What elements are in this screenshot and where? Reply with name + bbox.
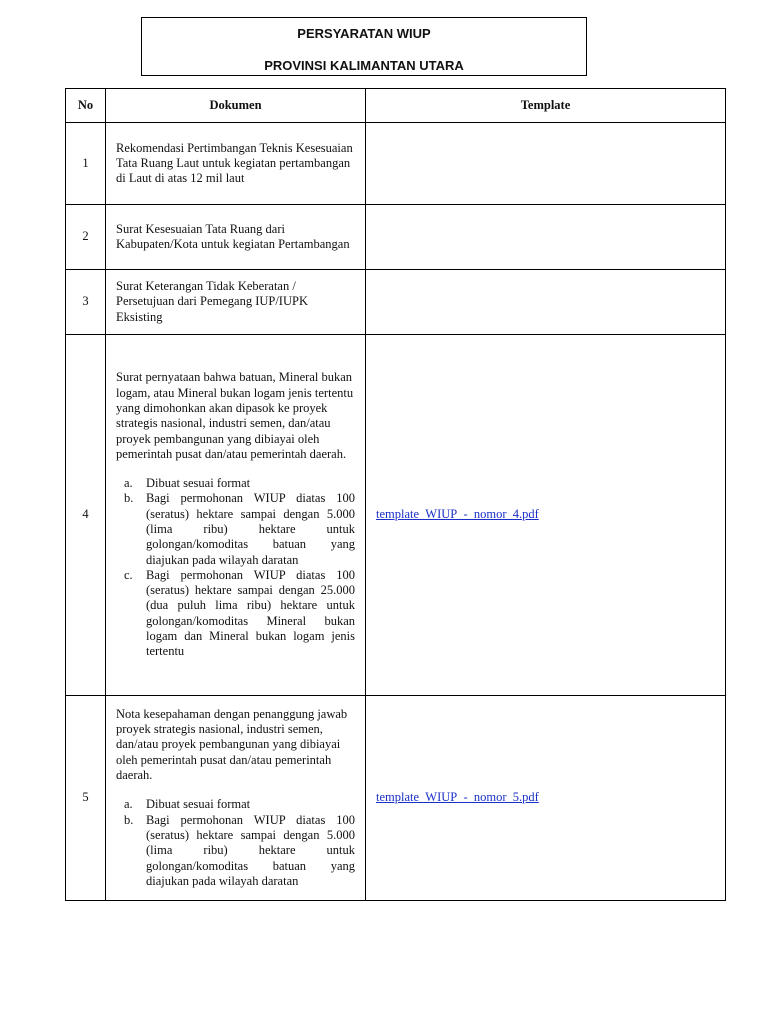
sub-item-marker: b. bbox=[124, 491, 134, 506]
document-cell bbox=[106, 270, 366, 335]
row-number: 2 bbox=[66, 205, 106, 270]
document-text: Surat Kesesuaian Tata Ruang dari Kabupaten/Kota untuk kegiatan Pertambangan bbox=[116, 221, 350, 251]
column-header-no: No bbox=[66, 89, 106, 123]
table-row bbox=[66, 205, 726, 270]
sub-item-text: Dibuat sesuai format bbox=[146, 476, 251, 491]
row-number: 4 bbox=[66, 335, 106, 696]
requirements-table bbox=[65, 88, 726, 901]
document-text: Rekomendasi Pertimbangan Teknis Kesesuaian Tata Ruang Laut untuk kegiatan pertambangan di Laut di atas 12 mil laut bbox=[116, 140, 353, 186]
sub-item bbox=[116, 797, 355, 812]
document-text: Nota kesepahaman dengan penanggung jawab proyek strategis nasional, industri semen, dan/atau proyek pembangunan yang dibiayai oleh pemerintah pusat dan/atau pemerintah daerah. bbox=[116, 706, 348, 783]
sub-item bbox=[116, 491, 355, 567]
table-row bbox=[66, 270, 726, 335]
document-text: Surat pernyataan bahwa batuan, Mineral bukan logam, atau Mineral bukan logam jenis tertentu yang dimohonkan akan dipasok ke proyek strategis nasional, industri semen, dan/atau proyek pembangunan yang dibiayai oleh pemerintah pusat dan/atau pemerintah daerah. bbox=[116, 370, 354, 461]
template-cell bbox=[366, 335, 726, 696]
table-row bbox=[66, 123, 726, 205]
column-header-document: Dokumen bbox=[106, 89, 366, 123]
sub-item-text: Bagi permohonan WIUP diatas 100 (seratus) hektare sampai dengan 5.000 (lima ribu) hektare untuk golongan/komoditas batuan yang diajukan pada wilayah daratan bbox=[146, 491, 355, 567]
document-cell bbox=[106, 335, 366, 696]
template-link-4[interactable]: template_WIUP_-_nomor_4.pdf bbox=[376, 507, 539, 522]
sub-item-marker: b. bbox=[124, 812, 134, 827]
document-cell bbox=[106, 696, 366, 901]
template-cell bbox=[366, 205, 726, 270]
table-header-row bbox=[66, 89, 726, 123]
document-title: PERSYARATAN WIUP bbox=[297, 26, 431, 41]
template-cell bbox=[366, 123, 726, 205]
sub-item bbox=[116, 568, 355, 660]
column-header-template: Template bbox=[366, 89, 726, 123]
document-cell bbox=[106, 205, 366, 270]
sub-item bbox=[116, 476, 355, 491]
document-cell bbox=[106, 123, 366, 205]
sub-item-marker: a. bbox=[124, 476, 133, 491]
template-link-5[interactable]: template_WIUP_-_nomor_5.pdf bbox=[376, 790, 539, 805]
document-subtitle: PROVINSI KALIMANTAN UTARA bbox=[264, 58, 464, 73]
sub-item-text: Bagi permohonan WIUP diatas 100 (seratus) hektare sampai dengan 5.000 (lima ribu) hektare untuk golongan/komoditas batuan yang diajukan pada wilayah daratan bbox=[146, 812, 355, 888]
sub-item-text: Dibuat sesuai format bbox=[146, 797, 251, 812]
sub-item bbox=[116, 813, 355, 889]
row-number: 1 bbox=[66, 123, 106, 205]
table-row bbox=[66, 335, 726, 696]
template-cell bbox=[366, 696, 726, 901]
row-number: 3 bbox=[66, 270, 106, 335]
document-title-box bbox=[141, 17, 587, 76]
sub-item-list bbox=[116, 476, 355, 660]
sub-item-text: Bagi permohonan WIUP diatas 100 (seratus) hektare sampai dengan 25.000 (dua puluh lima ribu) hektare untuk golongan/komoditas Mineral bukan logam dan Mineral bukan logam jenis tertentu bbox=[146, 567, 355, 659]
row-number: 5 bbox=[66, 696, 106, 901]
sub-item-marker: a. bbox=[124, 797, 133, 812]
sub-item-list bbox=[116, 797, 355, 889]
table-row bbox=[66, 696, 726, 901]
document-text: Surat Keterangan Tidak Keberatan / Persetujuan dari Pemegang IUP/IUPK Eksisting bbox=[116, 279, 308, 324]
template-cell bbox=[366, 270, 726, 335]
sub-item-marker: c. bbox=[124, 567, 133, 582]
